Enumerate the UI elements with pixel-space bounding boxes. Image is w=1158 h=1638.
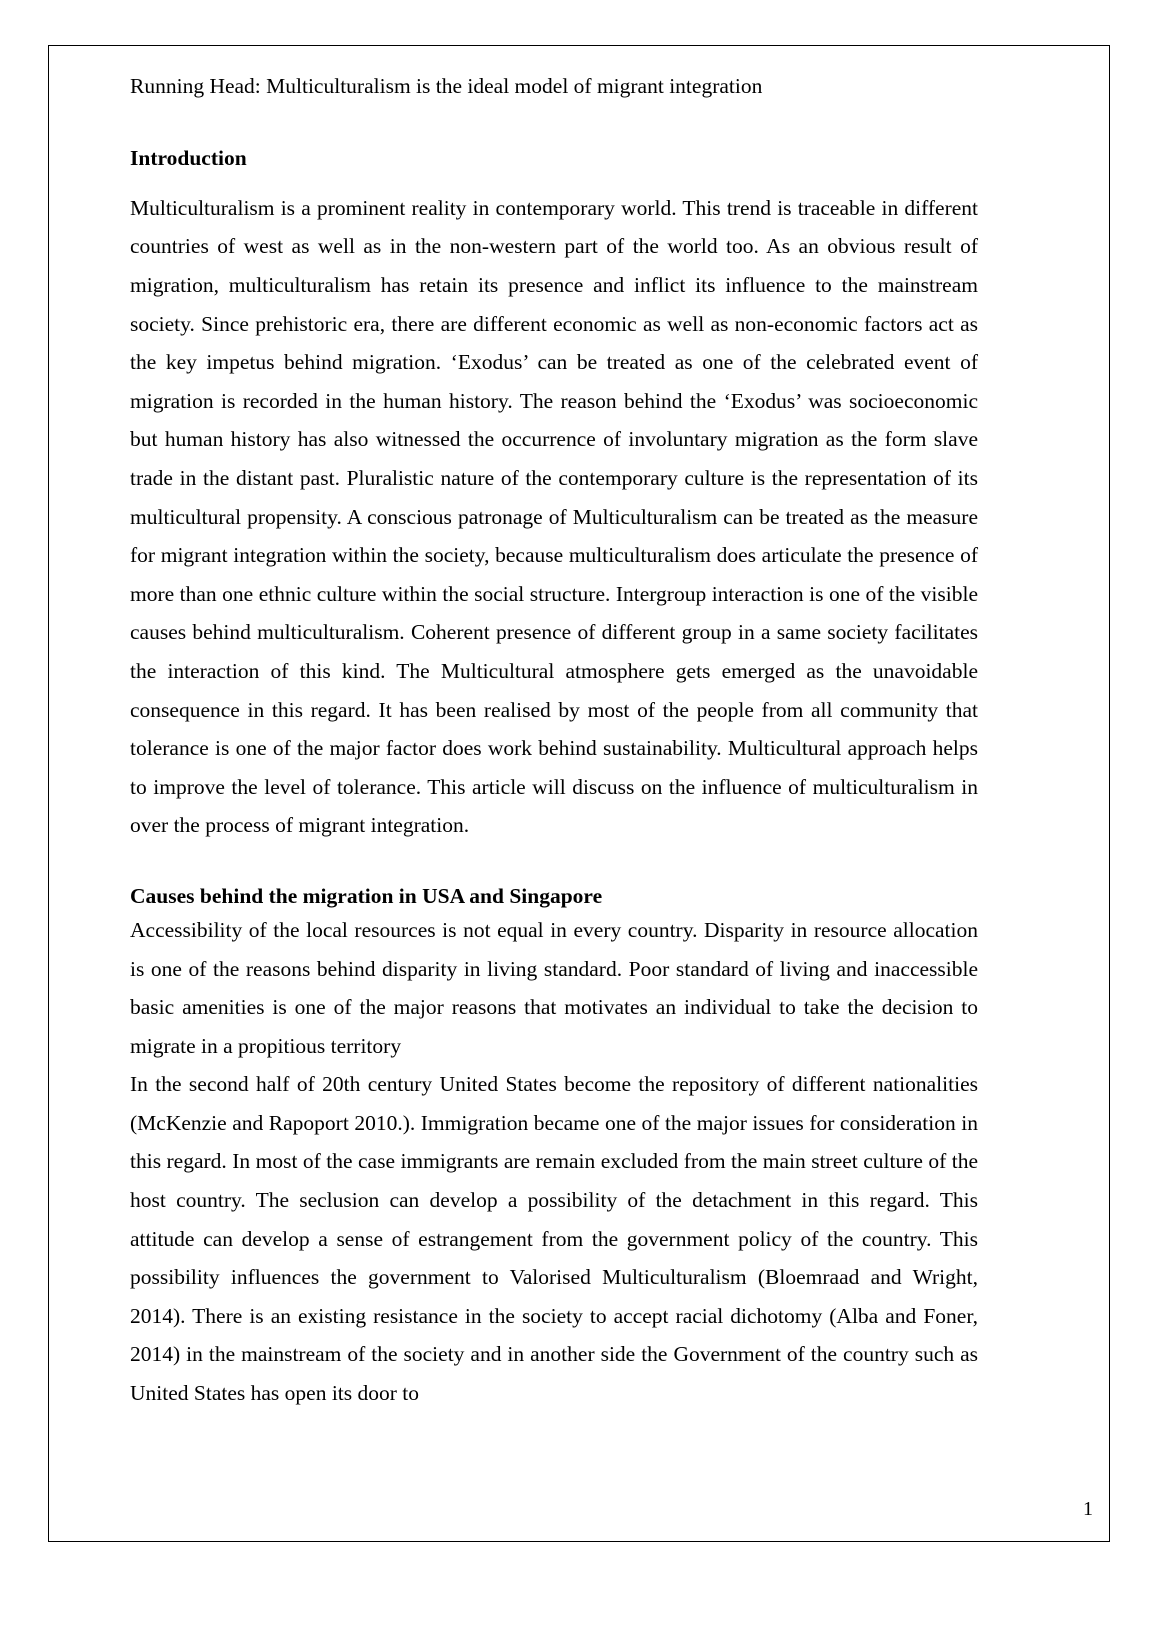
- section-spacer: [130, 845, 978, 883]
- page-number: 1: [1083, 1498, 1093, 1520]
- paragraph-introduction-1: Multiculturalism is a prominent reality in contemporary world. This trend is traceable in different countries of west as well as in the non-western part of the world too. As an obvious result of migration, multiculturalism has retain its presence and inflict its influence to the mainstream society. Since prehistoric era, there are different economic as well as non-economic factors act as the key impetus behind migration. ‘Exodus’ can be treated as one of the celebrated event of migration is recorded in the human history. The reason behind the ‘Exodus’ was socioeconomic but human history has also witnessed the occurrence of involuntary migration as the form slave trade in the distant past. Pluralistic nature of the contemporary culture is the representation of its multicultural propensity. A conscious patronage of Multiculturalism can be treated as the measure for migrant integration within the society, because multiculturalism does articulate the presence of more than one ethnic culture within the social structure. Intergroup interaction is one of the visible causes behind multiculturalism. Coherent presence of different group in a same society facilitates the interaction of this kind. The Multicultural atmosphere gets emerged as the unavoidable consequence in this regard. It has been realised by most of the people from all community that tolerance is one of the major factor does work behind sustainability. Multicultural approach helps to improve the level of tolerance. This article will discuss on the influence of multiculturalism in over the process of migrant integration.: [130, 195, 978, 838]
- paragraph-causes-1: Accessibility of the local resources is not equal in every country. Disparity in resource allocation is one of the reasons behind disparity in living standard. Poor standard of living and inaccessible basic amenities is one of the major reasons that motivates an individual to take the decision to migrate in a propitious territory: [130, 917, 978, 1058]
- paragraph-causes-2: In the second half of 20th century United States become the repository of different nationalities (McKenzie and Rapoport 2010.). Immigration became one of the major issues for consideration in this regard. In most of the case immigrants are remain excluded from the main street culture of the host country. The seclusion can develop a possibility of the detachment in this regard. This attitude can develop a sense of estrangement from the government policy of the country. This possibility influences the government to Valorised Multiculturalism (Bloemraad and Wright, 2014). There is an existing resistance in the society to accept racial dichotomy (Alba and Foner, 2014) in the mainstream of the society and in another side the Government of the country such as United States has open its door to: [130, 1072, 978, 1406]
- page-content-area: [130, 46, 978, 1541]
- running-head: Running Head: Multiculturalism is the ideal model of migrant integration: [130, 74, 763, 98]
- section-heading-introduction: Introduction: [130, 145, 247, 170]
- document-page: [48, 45, 1110, 1542]
- section-heading-causes: Causes behind the migration in USA and Singapore: [130, 883, 603, 908]
